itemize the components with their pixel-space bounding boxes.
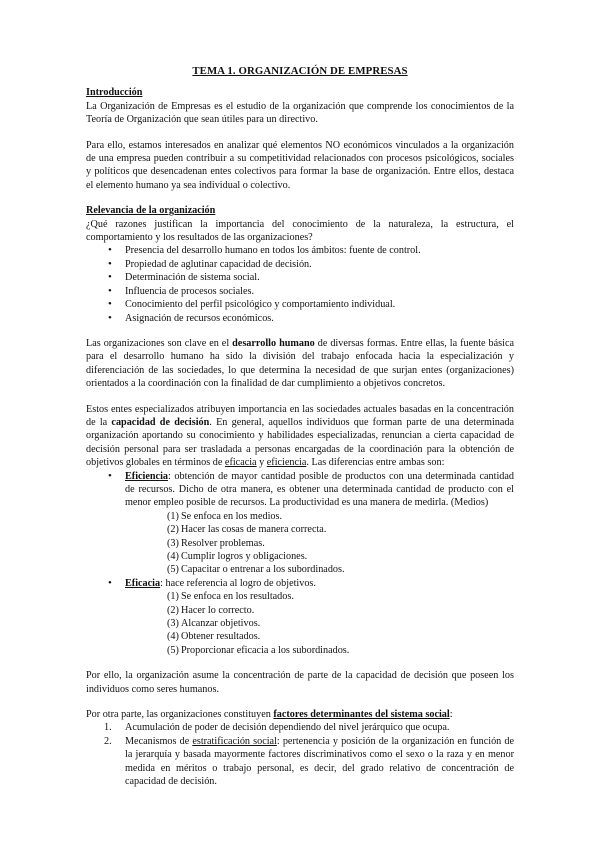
list-item: (2) Hacer las cosas de manera correcta.: [167, 524, 327, 536]
sistema-social-paragraph: Por otra parte, las organizaciones constituyen factores determinantes del sistema social:: [86, 709, 453, 721]
list-item: (5) Capacitar o entrenar a los subordinados.: [167, 564, 345, 576]
eficiencia-sublist: [125, 510, 514, 577]
desarrollo-humano-paragraph: Las organizaciones son clave en el desarrollo humano de diversas formas. Entre ellas, la fuente básica para el desarrollo humano ha sido la división del trabajo enfocada hacia la especialización y diferenciación de las sociedades, lo que determina la necesidad de que surjan entes (organizaciones) orientados a la coordinación con la finalidad de dar cumplimiento a objetivos concretos.: [86, 337, 514, 390]
eficiencia-term: Eficiencia: [125, 470, 169, 482]
intro-heading: Introducción: [86, 87, 143, 99]
list-item: (4) Cumplir logros y obligaciones.: [167, 551, 308, 562]
eficiencia-eficacia-list: [86, 470, 514, 658]
eficiencia-item: • Eficiencia: obtención de mayor cantidad posible de productos con una determinada cantidad de recursos. Dicho de otra manera, es obtener una determinada cantidad de producto con el menor empleo posible de recursos. La productividad es una manera de medirla. (Medios) (1) Se enfoca en los medios. (2) Hacer las cosas de manera correcta. (3) Resolver problemas. (4) Cumplir logros y obligaciones. (5) Capacitar o entrenar a los subordinados.: [108, 470, 514, 577]
relevancia-heading: Relevancia de la organización: [86, 205, 216, 217]
list-item: (2) Hacer lo correcto.: [167, 604, 255, 616]
eficacia-sublist: [125, 590, 514, 657]
list-item: • Conocimiento del perfil psicológico y comportamiento individual.: [108, 298, 514, 311]
list-item: • Determinación de sistema social.: [108, 271, 514, 284]
relevancia-question: ¿Qué razones justifican la importancia del conocimiento de la naturaleza, la estructura, el comportamiento y los resultados de las organizaciones?: [86, 218, 514, 244]
list-item: (3) Alcanzar objetivos.: [167, 618, 261, 630]
list-item: (3) Resolver problemas.: [167, 537, 265, 549]
relevancia-bullet-list: [86, 244, 514, 324]
list-item: • Propiedad de aglutinar capacidad de decisión.: [108, 258, 514, 271]
list-item: (1) Se enfoca en los medios.: [167, 510, 282, 522]
factores-list: [86, 721, 514, 788]
list-item: 2. Mecanismos de estratificación social: pertenencia y posición de la organización en función de la jerarquía y basada mayormente factores discriminativos como el sexo o la raza y en menor medida en méritos o trabajo personal, es decir, del grado relativo de concentración de capacidad de decisión.: [104, 735, 514, 788]
intro-paragraph-2: Para ello, estamos interesados en analizar qué elementos NO económicos vinculados a la organización de una empresa pueden contribuir a su competitividad relacionados con procesos psicológicos, sociales y políticos que desencadenan entes colectivos para formar la base de organización. Entre ellos, destaca el elemento humano ya sea individual o colectivo.: [86, 139, 514, 191]
underlined-term: eficiencia: [266, 457, 307, 469]
list-item: • Influencia de procesos sociales.: [108, 285, 514, 298]
bold-term: capacidad de decisión: [111, 416, 210, 428]
underlined-term: eficacia: [224, 457, 257, 469]
eficacia-item: • Eficacia: hace referencia al logro de objetivos. (1) Se enfoca en los resultados. (2) Hacer lo correcto. (3) Alcanzar objetivos. (4) Obtener resultados. (5) Proporcionar eficacia a los subordinados.: [108, 577, 514, 657]
underlined-bold-term: factores determinantes del sistema social: [273, 709, 450, 721]
list-item: (4) Obtener resultados.: [167, 631, 261, 643]
list-item: (1) Se enfoca en los resultados.: [167, 591, 294, 603]
list-item: (5) Proporcionar eficacia a los subordinados.: [167, 644, 350, 656]
eficacia-term: Eficacia: [125, 577, 161, 589]
document-title: TEMA 1. ORGANIZACIÓN DE EMPRESAS: [192, 65, 408, 77]
capacidad-decision-paragraph: Estos entes especializados atribuyen importancia en las sociedades actuales basadas en la concentración de la capacidad de decisión. En general, aquellos individuos que forman parte de una determinada organización aportando su conocimiento y habilidades especializadas, renuncian a cierta capacidad de decisión personal para ser trasladada a personas encargadas de la coordinación para la obtención de objetivos globales en términos de eficacia y eficiencia. Las diferencias entre ambas son:: [86, 403, 515, 469]
intro-paragraph-1: La Organización de Empresas es el estudio de la organización que comprende los conocimientos de la Teoría de Organización que sean útiles para un directivo.: [86, 100, 514, 126]
list-item: 1. Acumulación de poder de decisión dependiendo del nivel jerárquico que ocupa.: [104, 722, 450, 734]
list-item: • Presencia del desarrollo humano en todos los ámbitos: fuente de control.: [108, 244, 514, 257]
bold-term: desarrollo humano: [232, 337, 315, 349]
underlined-term: estratificación social: [192, 735, 277, 747]
list-item: • Asignación de recursos económicos.: [108, 312, 514, 325]
concentracion-paragraph: Por ello, la organización asume la concentración de parte de la capacidad de decisión que poseen los individuos como seres humanos.: [86, 670, 514, 695]
